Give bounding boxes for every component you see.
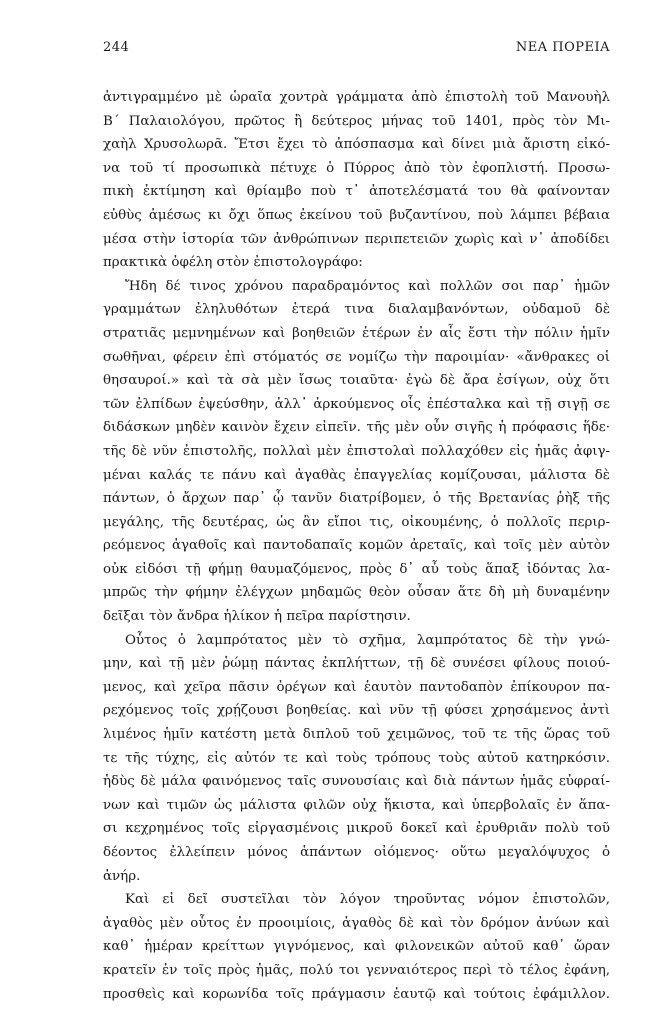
text-line: ἀντιγραμμένο μὲ ὡραῖα χοντρὰ γράμματα ἀπὸ ἐπιστολὴ τοῦ Μανουὴλ bbox=[103, 90, 610, 105]
text-line: πρακτικὰ ὀφέλη στὸν ἐπιστολογράφο: bbox=[103, 255, 363, 271]
text-line: τῆς δὲ νῦν ἐπιστολῆς, πολλαὶ μὲν ἐπιστολαὶ πολλαχόθεν εἰς ἡμᾶς ἀφιγ- bbox=[103, 443, 610, 459]
text-line: οὐκ εἰδόσι τῇ φήμῃ θαυμαζόμενος, πρὸς δ᾽ αὖ τοὺς ἅπαξ ἰδόντας λα- bbox=[103, 561, 610, 577]
text-line: στρατιᾶς μεμνημένων καὶ βοηθειῶν ἑτέρων ἐν αἷς ἔστι τὴν πόλιν ἡμῖν bbox=[103, 325, 610, 341]
text-line: πικὴ ἐκτίμηση καὶ θρίαμβο ποὺ τ᾽ ἀποτελέσματά του θὰ φαίνονταν bbox=[103, 184, 610, 200]
text-line: μπρῶς τὴν φήμην ἐλέγχων μηδαμῶς θεὸν οὖσαν ἅτε δὴ μὴ δυναμένην bbox=[103, 585, 610, 601]
text-line: ἀνήρ. bbox=[103, 868, 141, 884]
text-line: ἡδὺς δὲ μάλα φαινόμενος ταῖς συνουσίαις καὶ διὰ πάντων ἡμᾶς εὐφραί- bbox=[103, 774, 610, 790]
text-line: σι κεχρημένος τοῖς εἰργασμένοις μικροῦ δοκεῖ καὶ ἐρυθριᾶν πολὺ τοῦ bbox=[103, 821, 610, 837]
text-line: γραμμάτων ἐληλυθότων ἑτερά τινα διαλαμβανόντων, οὐδαμοῦ δὲ bbox=[103, 302, 610, 318]
text-line: προσθεὶς καὶ κορωνίδα τοῖς πράγμασιν ἑαυτῷ καὶ τούτοις ἐφάμιλλον. bbox=[103, 986, 610, 1002]
text-line: δεῖξαι τὸν ἄνδρα ἡλίκον ἡ πεῖρα παρίστησιν. bbox=[103, 609, 411, 625]
text-line: πάντων, ὁ ἄρχων παρ᾽ ᾧ τανῦν διατρίβομεν, ὁ τῆς Βρετανίας ῥὴξ τῆς bbox=[103, 491, 610, 507]
text-line: Καὶ εἰ δεῖ συστεῖλαι τὸν λόγον τηροῦντας νόμον ἐπιστολῶν, bbox=[125, 892, 610, 908]
text-line: Οὗτος ὁ λαμπρότατος μὲν τὸ σχῆμα, λαμπρότατος δὲ τὴν γνώ- bbox=[125, 632, 610, 648]
text-line: να τοῦ τί προσωπικὰ πέτυχε ὁ Πύρρος ἀπὸ τὸν ἐφοπλιστή. Προσω- bbox=[103, 160, 610, 176]
text-line: μέσα στὴν ἱστορία τῶν ἀνθρώπινων περιπετειῶν χωρὶς καὶ ν᾽ ἀποδίδει bbox=[103, 231, 610, 247]
text-line: ἀγαθὸς μὲν οὗτος ἐν προοιμίοις, ἀγαθὸς δὲ καὶ τὸν δρόμον ἀνύων καὶ bbox=[103, 915, 610, 931]
text-line: μην, καὶ τῇ μὲν ῥώμῃ πάντας ἐκπλήττων, τῇ δὲ συνέσει φίλους ποιού- bbox=[103, 656, 610, 672]
page-number: 244 bbox=[103, 40, 130, 55]
text-line: ρεχόμενος τοῖς χρῄζουσι βοηθείας. καὶ νῦν τῇ φύσει χρησάμενος ἀντὶ bbox=[103, 703, 610, 719]
text-line: σωθῆναι, φέρειν ἐπὶ στόματός σε νομίζω τὴν παροιμίαν· «ἄνθρακες οἱ bbox=[103, 349, 610, 365]
running-head: ΝΕΑ ΠΟΡΕΙΑ bbox=[515, 40, 610, 55]
text-line: τῶν ἐλπίδων ἐψεύσθην, ἀλλ᾽ ἀρκούμενος οἷς ἐπέσταλκα καὶ τῇ σιγῇ σε bbox=[103, 396, 610, 412]
text-line: εὐθὺς ἀμέσως κι ὄχι ὅπως ἐκείνου τοῦ βυζαντίνου, ποὺ λάμπει βέβαια bbox=[103, 207, 610, 223]
text-line: κρατεῖν ἐν τοῖς πρὸς ἡμᾶς, πολύ τοι γενναιότερος περὶ τὸ τέλος ἐφάνη, bbox=[103, 962, 610, 978]
text-line: λιμένος ἡμῖν κατέστη μετὰ διπλοῦ τοῦ χειμῶνος, τοῦ τε τῆς ὥρας τοῦ bbox=[103, 727, 610, 743]
text-line: μέναι καλάς τε πάνυ καὶ ἀγαθὰς ἐπαγγελίας κομίζουσαι, μάλιστα δὲ bbox=[103, 467, 610, 483]
text-line: Ἤδη δέ τινος χρόνου παραδραμόντος καὶ πολλῶν σοι παρ᾽ ἡμῶν bbox=[125, 278, 610, 294]
text-line: δέοντος ἐλλείπειν μόνος ἁπάντων οἰόμενος· οὕτω μεγαλόψυχος ὁ bbox=[103, 845, 610, 860]
text-line: νων καὶ τιμῶν ὡς μάλιστα φιλῶν οὐχ ἥκιστα, καὶ ὑπερβολαῖς ἐν ἅπα- bbox=[103, 797, 610, 813]
text-line: καθ᾽ ἡμέραν κρείττων γιγνόμενος, καὶ φιλονεικῶν αὐτοῦ καθ᾽ ὥραν bbox=[103, 939, 610, 955]
text-line: θησαυροί.» καὶ τὰ σὰ μὲν ἴσως τοιαῦτα· ἐγὼ δὲ ἄρα ἐσίγων, οὐχ ὅτι bbox=[103, 373, 610, 389]
text-line: διδάσκων μηδὲν καινὸν ἔχειν εἰπεῖν. τῆς μὲν οὖν σιγῆς ἡ πρόφασις ἥδε· bbox=[103, 420, 610, 436]
text-line: μενος, καὶ χεῖρα πᾶσιν ὀρέγων καὶ ἑαυτὸν παντοδαπὸν ἐπίκουρον πα- bbox=[103, 679, 610, 695]
body-text bbox=[103, 86, 610, 1006]
page-header bbox=[103, 40, 610, 60]
text-line: ρεόμενος ἀγαθοῖς καὶ παντοδαπαῖς κομῶν ἀρεταῖς, καὶ τοῖς μὲν αὐτὸν bbox=[103, 538, 610, 554]
text-line: χαὴλ Χρυσολωρᾶ. Ἔτσι ἔχει τὸ ἀπόσπασμα καὶ δίνει μιὰ ἄριστη εἰκό- bbox=[103, 137, 610, 153]
text-line: τε τῆς τύχης, εἰς αὐτόν τε καὶ τοὺς τρόπους τοὺς αὐτοῦ κατηρκόσιν. bbox=[103, 750, 610, 766]
text-line: Β΄ Παλαιολόγου, πρῶτος ἢ δεύτερος μήνας τοῦ 1401, πρὸς τὸν Μι- bbox=[103, 113, 610, 129]
text-line: μεγάλης, τῆς δευτέρας, ὡς ἂν εἴποι τις, οἰκουμένης, ὁ πολλοῖς περιρ- bbox=[103, 514, 610, 530]
